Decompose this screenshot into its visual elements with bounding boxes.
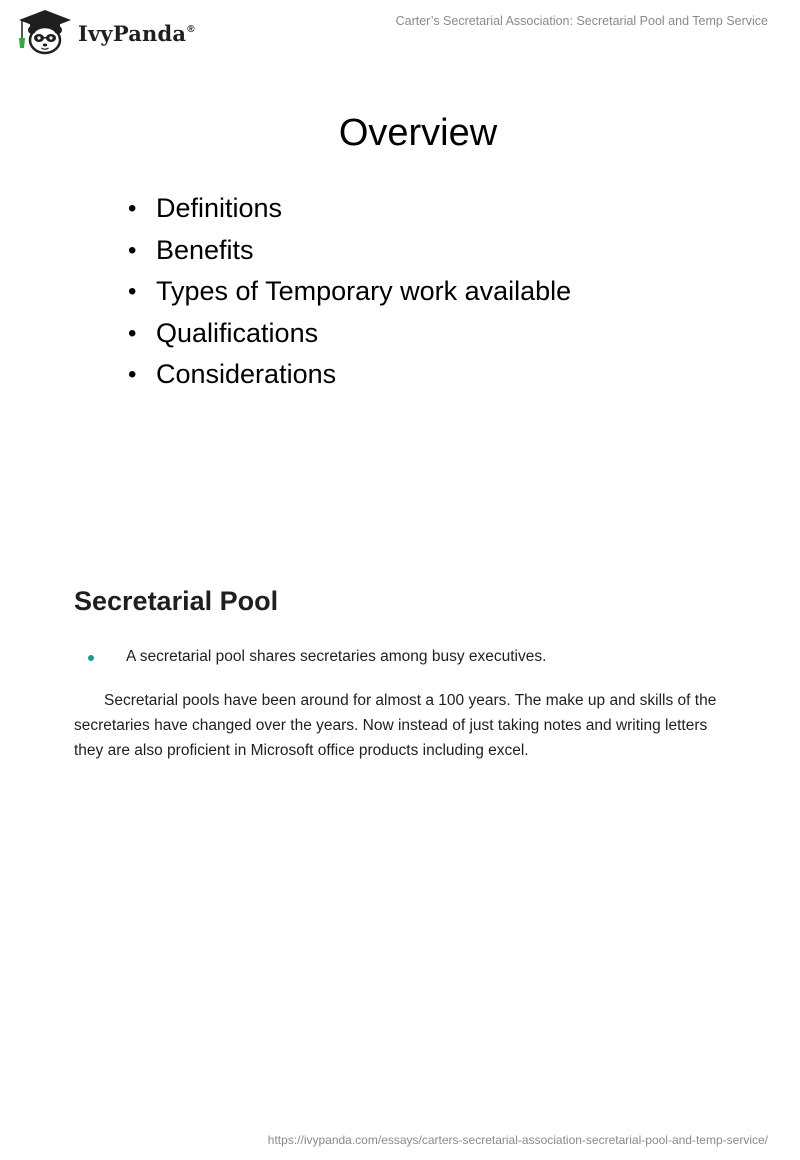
bullet-point-text: A secretarial pool shares secretaries among busy executives.	[126, 648, 547, 665]
list-item-label: Considerations	[156, 359, 337, 390]
list-item-label: Qualifications	[156, 317, 319, 348]
bullet-dot-icon	[88, 655, 94, 661]
registered-mark: ®	[187, 23, 195, 35]
list-item	[128, 188, 571, 230]
bullet-glyph: •	[128, 361, 137, 389]
document-title: Carter’s Secretarial Association: Secretarial Pool and Temp Service	[395, 14, 768, 28]
list-item-label: Benefits	[156, 234, 254, 265]
list-item-label: Definitions	[156, 193, 283, 223]
list-item	[128, 230, 571, 272]
bullet-glyph: •	[128, 195, 137, 222]
page-header	[0, 0, 800, 60]
slide-title: Overview	[338, 112, 498, 154]
list-item	[128, 354, 571, 396]
overview-list	[128, 188, 571, 396]
bullet-glyph: •	[128, 278, 137, 306]
list-item-label: Types of Temporary work available	[156, 276, 572, 307]
brand-name: IvyPanda®	[78, 20, 195, 46]
section-heading: Secretarial Pool	[74, 586, 279, 616]
bullet-glyph: •	[128, 236, 137, 264]
list-item	[128, 271, 571, 313]
body-paragraph: Secretarial pools have been around for almost a 100 years. The make up and skills of the secretaries have changed over the years. Now instead of just taking notes and writing letters they are also proficient in Microsoft office products including excel.	[74, 692, 717, 759]
list-item	[128, 313, 571, 355]
panda-graduation-cap-icon	[14, 8, 76, 56]
bullet-glyph: •	[128, 319, 137, 347]
source-url-link[interactable]: https://ivypanda.com/essays/carters-secretarial-association-secretarial-pool-and-temp-service/	[267, 1133, 768, 1147]
brand-logo[interactable]	[14, 8, 195, 56]
bullet-point	[88, 648, 546, 666]
